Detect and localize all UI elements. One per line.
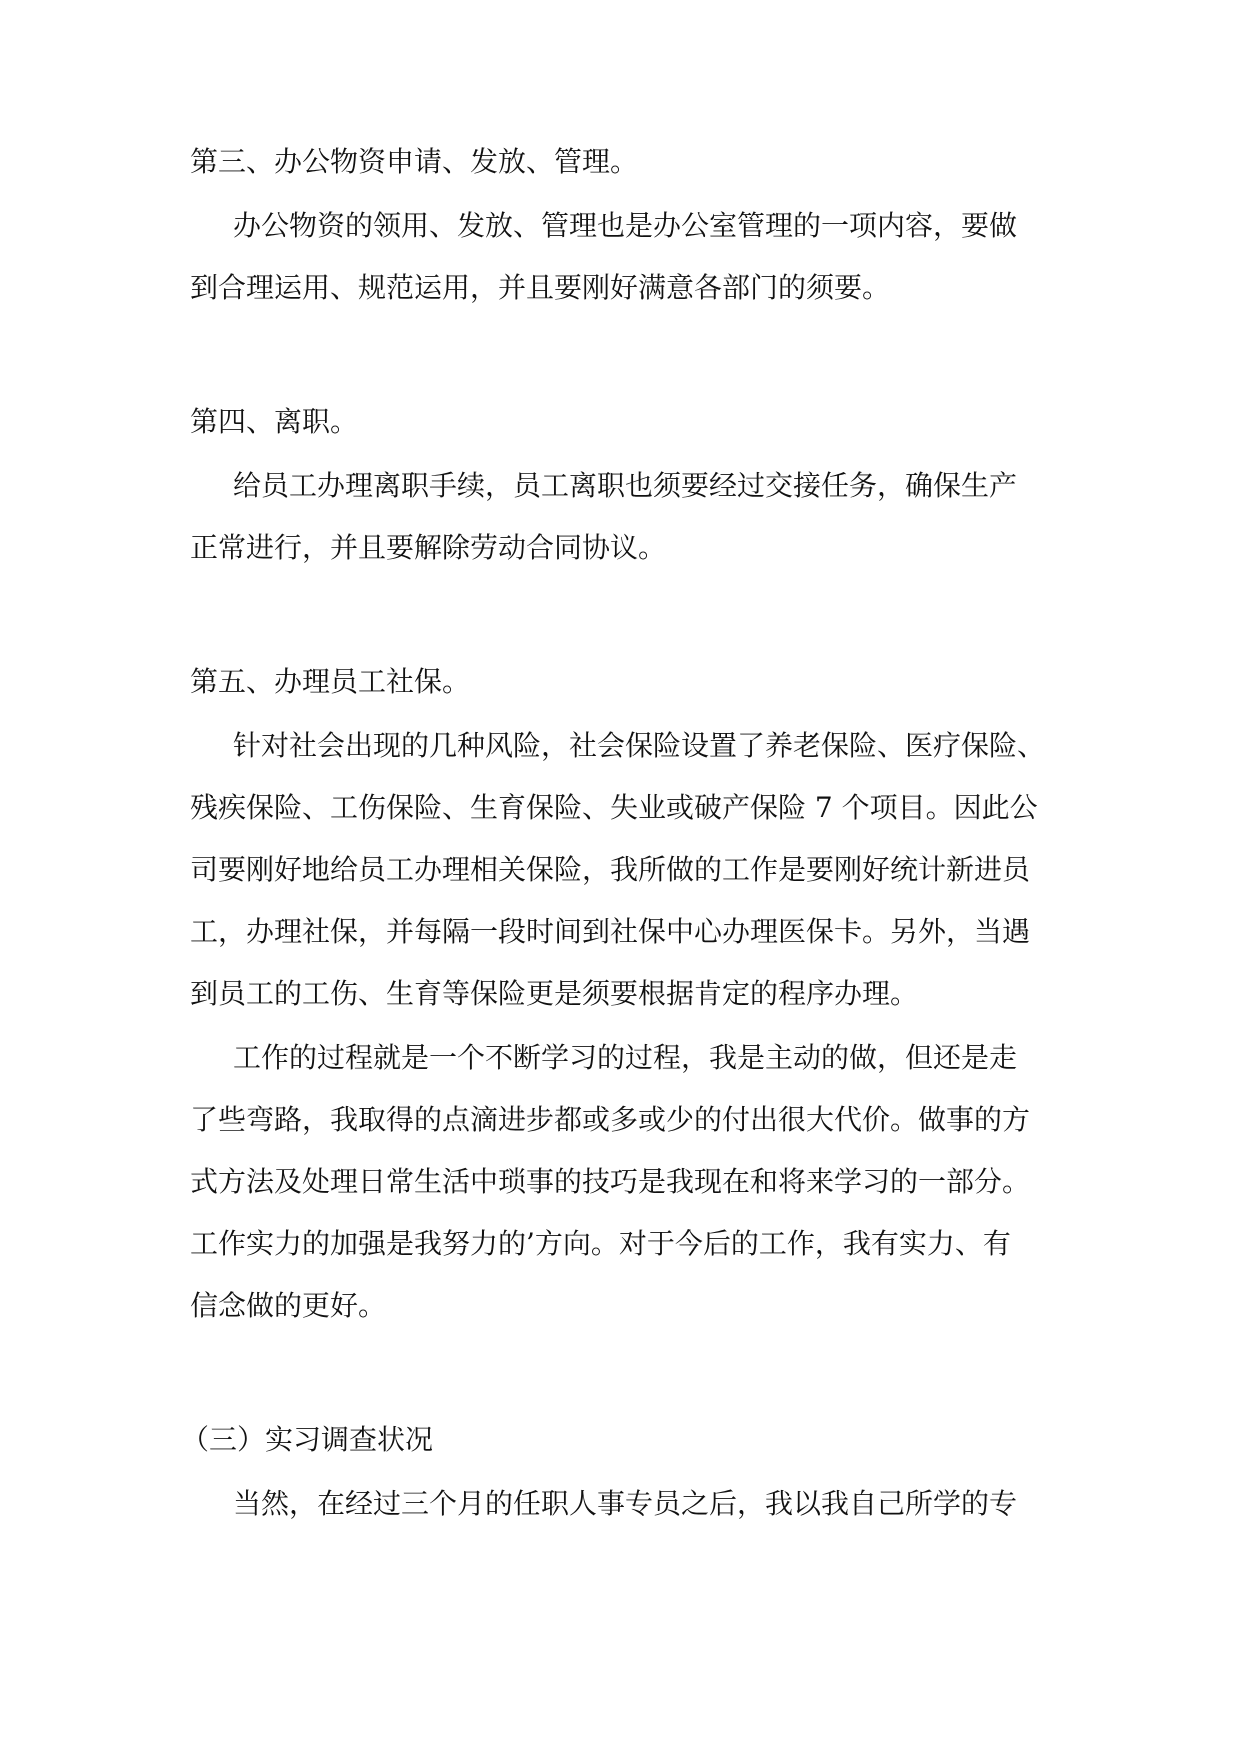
paragraph-line: 工作的过程就是一个不断学习的过程，我是主动的做，但还是走 xyxy=(233,1041,1018,1074)
paragraph-line: 当然，在经过三个月的任职人事专员之后，我以我自己所学的专 xyxy=(233,1487,1018,1520)
paragraph-line: 办公物资的领用、发放、管理也是办公室管理的一项内容，要做 xyxy=(233,209,1018,242)
subsection-heading: （三）实习调查状况 xyxy=(181,1423,434,1456)
paragraph-line: 司要刚好地给员工办理相关保险，我所做的工作是要刚好统计新进员 xyxy=(190,853,1031,886)
paragraph-line: 给员工办理离职手续，员工离职也须要经过交接任务，确保生产 xyxy=(233,469,1018,502)
paragraph-line: 针对社会出现的几种风险，社会保险设置了养老保险、医疗保险、 xyxy=(233,729,1046,762)
paragraph-line: 信念做的更好。 xyxy=(190,1289,387,1322)
paragraph-line: 残疾保险、工伤保险、生育保险、失业或破产保险 7 个项目。因此公 xyxy=(190,791,1038,824)
paragraph-line: 到员工的工伤、生育等保险更是须要根据肯定的程序办理。 xyxy=(190,977,919,1010)
section-heading: 第三、办公物资申请、发放、管理。 xyxy=(190,145,639,178)
paragraph-line: 工，办理社保，并每隔一段时间到社保中心办理医保卡。另外，当遇 xyxy=(190,915,1031,948)
paragraph-line: 了些弯路，我取得的点滴进步都或多或少的付出很大代价。做事的方 xyxy=(190,1103,1031,1136)
section-heading: 第四、离职。 xyxy=(190,405,359,438)
paragraph-line: 到合理运用、规范运用，并且要刚好满意各部门的须要。 xyxy=(190,271,891,304)
section-heading: 第五、办理员工社保。 xyxy=(190,665,471,698)
paragraph-line: 式方法及处理日常生活中琐事的技巧是我现在和将来学习的一部分。 xyxy=(190,1165,1031,1198)
paragraph-line: 正常进行，并且要解除劳动合同协议。 xyxy=(190,531,667,564)
paragraph-line: 工作实力的加强是我努力的’方向。对于今后的工作，我有实力、有 xyxy=(190,1227,1011,1260)
